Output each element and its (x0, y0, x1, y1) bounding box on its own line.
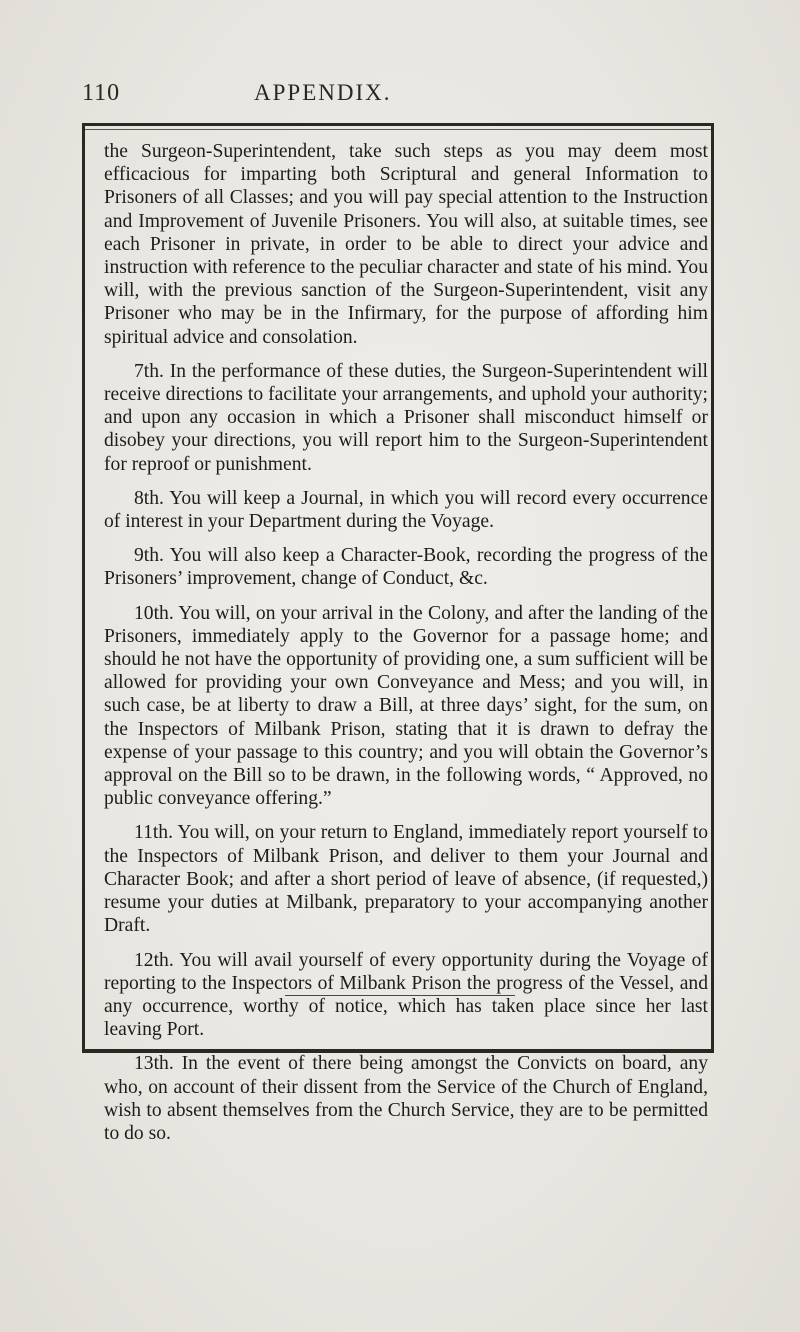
paragraph-12th: 12th. You will avail yourself of every opportunity during the Voyage of reporting to the Inspectors of Milbank Prison the progress of the Vessel, and any occurrence, worthy of notice, which has taken place since her last leaving Port. (104, 949, 708, 1041)
page-header-title: APPENDIX. (254, 80, 392, 105)
body-text (104, 140, 708, 1156)
running-head (0, 0, 800, 110)
paragraph-9th: 9th. You will also keep a Character-Book, recording the progress of the Prisoners’ improvement, change of Conduct, &c. (104, 545, 708, 590)
paragraph-continuation: the Surgeon-Superintendent, take such steps as you may deem most efficacious for imparting both Scriptural and general Information to Prisoners of all Classes; and you will pay special attention to the Instruction and Improvement of Juvenile Prisoners. You will also, at suitable times, see each Prisoner in private, in order to be able to direct your advice and instruction with reference to the peculiar character and state of his mind. You will, with the previous sanction of the Surgeon-Superintendent, visit any Prisoner who may be in the Infirmary, for the purpose of affording him spiritual advice and consolation. (104, 141, 708, 348)
paragraph-7th: 7th. In the performance of these duties, the Surgeon-Superintendent will receive directions to facilitate your arrangements, and uphold your authority; and upon any occasion in which a Prisoner shall misconduct himself or disobey your directions, you will report him to the Surgeon-Superintendent for reproof or punishment. (104, 360, 708, 475)
paragraph-13th: 13th. In the event of there being amongst the Convicts on board, any who, on account of their dissent from the Service of the Church of England, wish to absent themselves from the Church Service, they are to be permitted to do so. (104, 1053, 708, 1144)
page-number: 110 (82, 80, 121, 106)
paragraph-11th: 11th. You will, on your return to England, immediately report yourself to the Inspectors of Milbank Prison, and deliver to them your Journal and Character Book; and after a short period of leave of absence, (if requested,) resume your duties at Milbank, preparatory to your accompanying another Draft. (104, 822, 708, 937)
paragraph-10th: 10th. You will, on your arrival in the Colony, and after the landing of the Prisoners, immediately apply to the Governor for a passage home; and should he not have the opportunity of providing one, a sum sufficient will be allowed for providing your own Conveyance and Mess; and you will, in such case, be at liberty to draw a Bill, at three days’ sight, for the sum, on the Inspectors of Milbank Prison, stating that it is drawn to defray the expense of your passage to this country; and you will obtain the Governor’s approval on the Bill so to be drawn, in the following words, “ Approved, no public conveyance offering.” (104, 602, 708, 810)
frame-inner-rule (85, 129, 711, 130)
section-divider (285, 995, 515, 996)
paragraph-8th: 8th. You will keep a Journal, in which you will record every occurrence of interest in your Department during the Voyage. (104, 487, 708, 533)
